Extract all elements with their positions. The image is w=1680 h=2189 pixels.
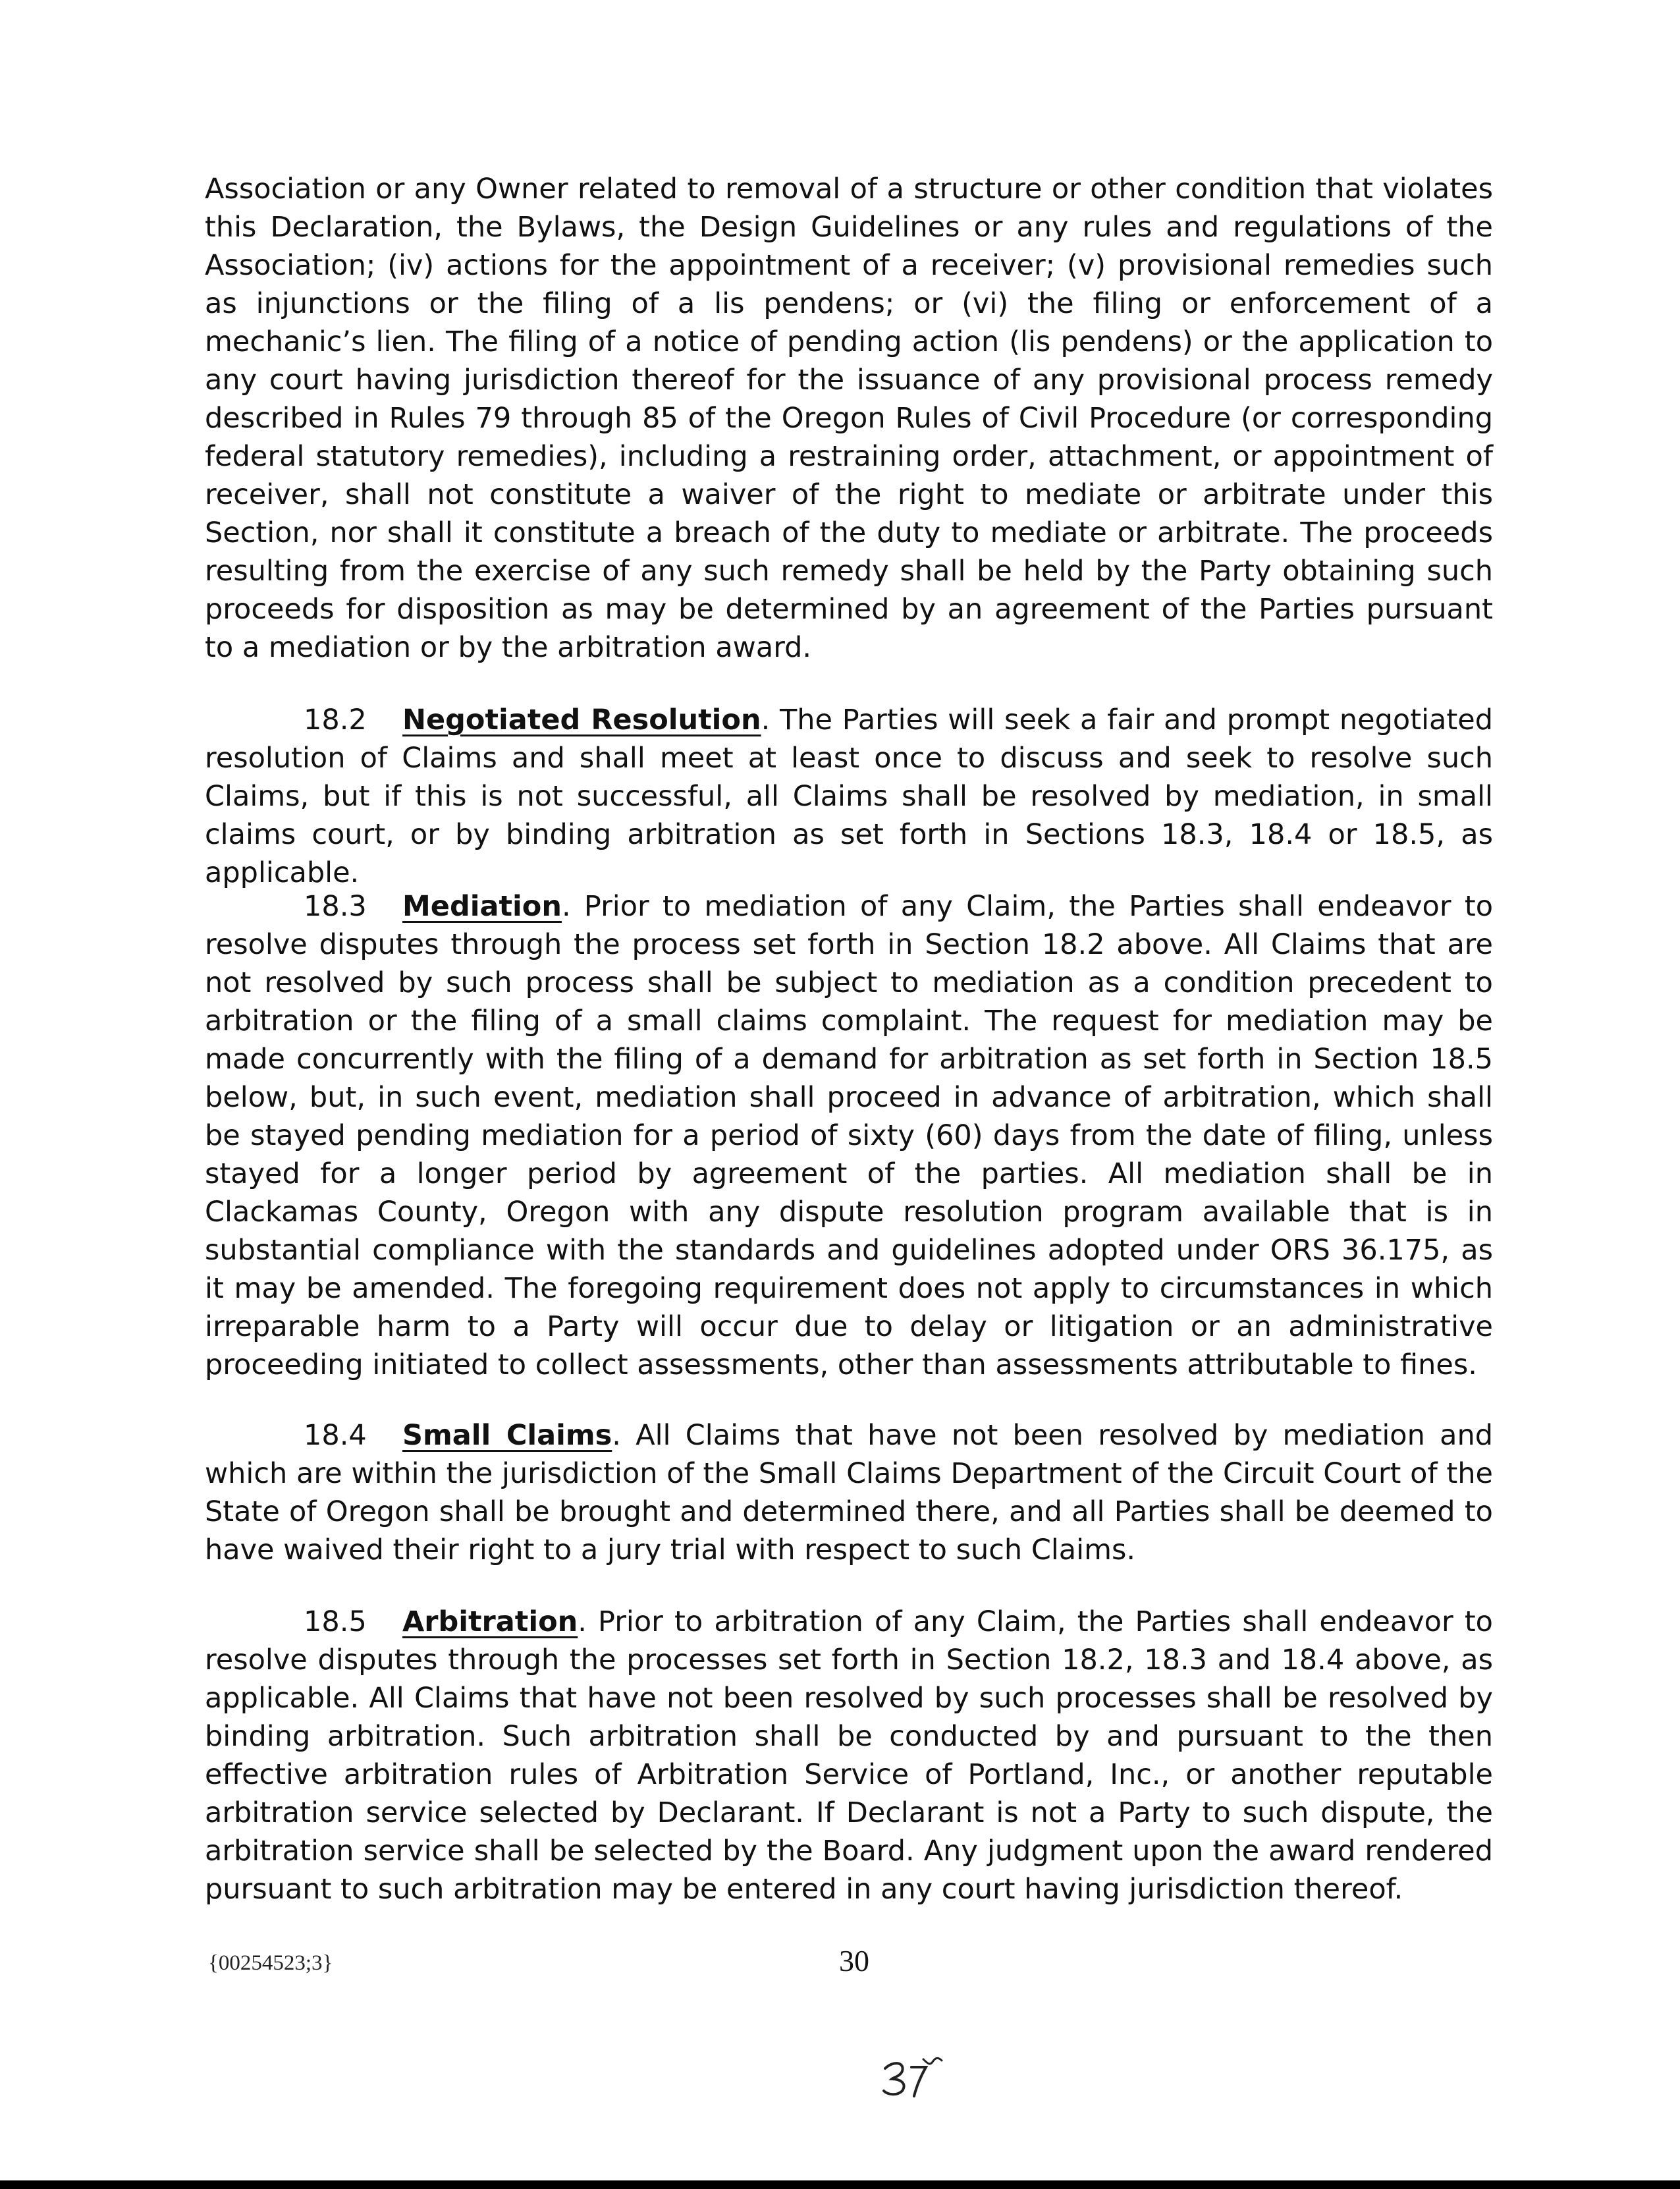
section-number: 18.2	[304, 704, 367, 736]
section-number: 18.3	[304, 890, 367, 923]
section-heading-small-claims: Small Claims	[402, 1419, 612, 1452]
document-id: {00254523;3}	[208, 1951, 333, 1975]
section-number: 18.4	[304, 1419, 367, 1452]
scan-edge-bar	[0, 2180, 1680, 2189]
section-body: . Prior to arbitration of any Claim, the Parties shall endeavor to resolve disputes through the processes set forth in Section 18.2, 18.3 and 18.4 above, as applicable. All Claims that have not been resolved by such processes shall be resolved by binding arbitration. Such arbitration shall be conducted by and pursuant to the then effective arbitration rules of Arbitration Service of Portland, Inc., or another reputable arbitration service selected by Declarant. If Declarant is not a Party to such dispute, the arbitration service shall be selected by the Board. Any judgment upon the award rendered pursuant to such arbitration may be entered in any court having jurisdiction thereof.	[205, 1605, 1493, 1906]
continuation-paragraph: Association or any Owner related to removal of a structure or other condition that violates this Declaration, the Bylaws, the Design Guidelines or any rules and regulations of the Association; (iv) actions for the appointment of a receiver; (v) provisional remedies such as injunctions or the filing of a lis pendens; or (vi) the filing or enforcement of a mechanic’s lien. The filing of a notice of pending action (lis pendens) or the application to any court having jurisdiction thereof for the issuance of any provisional process remedy described in Rules 79 through 85 of the Oregon Rules of Civil Procedure (or corresponding federal statutory remedies), including a restraining order, attachment, or appointment of receiver, shall not constitute a waiver of the right to mediate or arbitrate under this Section, nor shall it constitute a breach of the duty to mediate or arbitrate. The proceeds resulting from the exercise of any such remedy shall be held by the Party obtaining such proceeds for disposition as may be determined by an agreement of the Parties pursuant to a mediation or by the arbitration award.	[205, 173, 1493, 664]
section-body: . Prior to mediation of any Claim, the Parties shall endeavor to resolve disputes through the process set forth in Section 18.2 above. All Claims that are not resolved by such process shall be subject to mediation as a condition precedent to arbitration or the filing of a small claims complaint. The request for mediation may be made concurrently with the filing of a demand for arbitration as set forth in Section 18.5 below, but, in such event, mediation shall proceed in advance of arbitration, which shall be stayed pending mediation for a period of sixty (60) days from the date of filing, unless stayed for a longer period by agreement of the parties. All mediation shall be in Clackamas County, Oregon with any dispute resolution program available that is in substantial compliance with the standards and guidelines adopted under ORS 36.175, as it may be amended. The foregoing requirement does not apply to circumstances in which irreparable harm to a Party will occur due to delay or litigation or an administrative proceeding initiated to collect assessments, other than assessments attributable to fines.	[205, 890, 1493, 1381]
section-18-5-paragraph	[205, 1603, 1493, 1908]
section-18-2-paragraph	[205, 701, 1493, 892]
section-body: . The Parties will seek a fair and prompt negotiated resolution of Claims and shall meet at least once to discuss and seek to resolve such Claims, but if this is not successful, all Claims shall be resolved by mediation, in small claims court, or by binding arbitration as set forth in Sections 18.3, 18.4 or 18.5, as applicable.	[205, 704, 1493, 889]
handwritten-page-mark	[880, 2054, 952, 2100]
section-heading-arbitration: Arbitration	[402, 1605, 578, 1638]
section-18-3-paragraph	[205, 887, 1493, 1384]
page-number: 30	[839, 1944, 869, 1978]
section-heading-mediation: Mediation	[402, 890, 562, 923]
section-heading-negotiated-resolution: Negotiated Resolution	[402, 704, 761, 736]
section-number: 18.5	[304, 1605, 367, 1638]
section-18-4-paragraph	[205, 1416, 1493, 1569]
section-body: . All Claims that have not been resolved by mediation and which are within the jurisdiction of the Small Claims Department of the Circuit Court of the State of Oregon shall be brought and determined there, and all Parties shall be deemed to have waived their right to a jury trial with respect to such Claims.	[205, 1419, 1493, 1566]
